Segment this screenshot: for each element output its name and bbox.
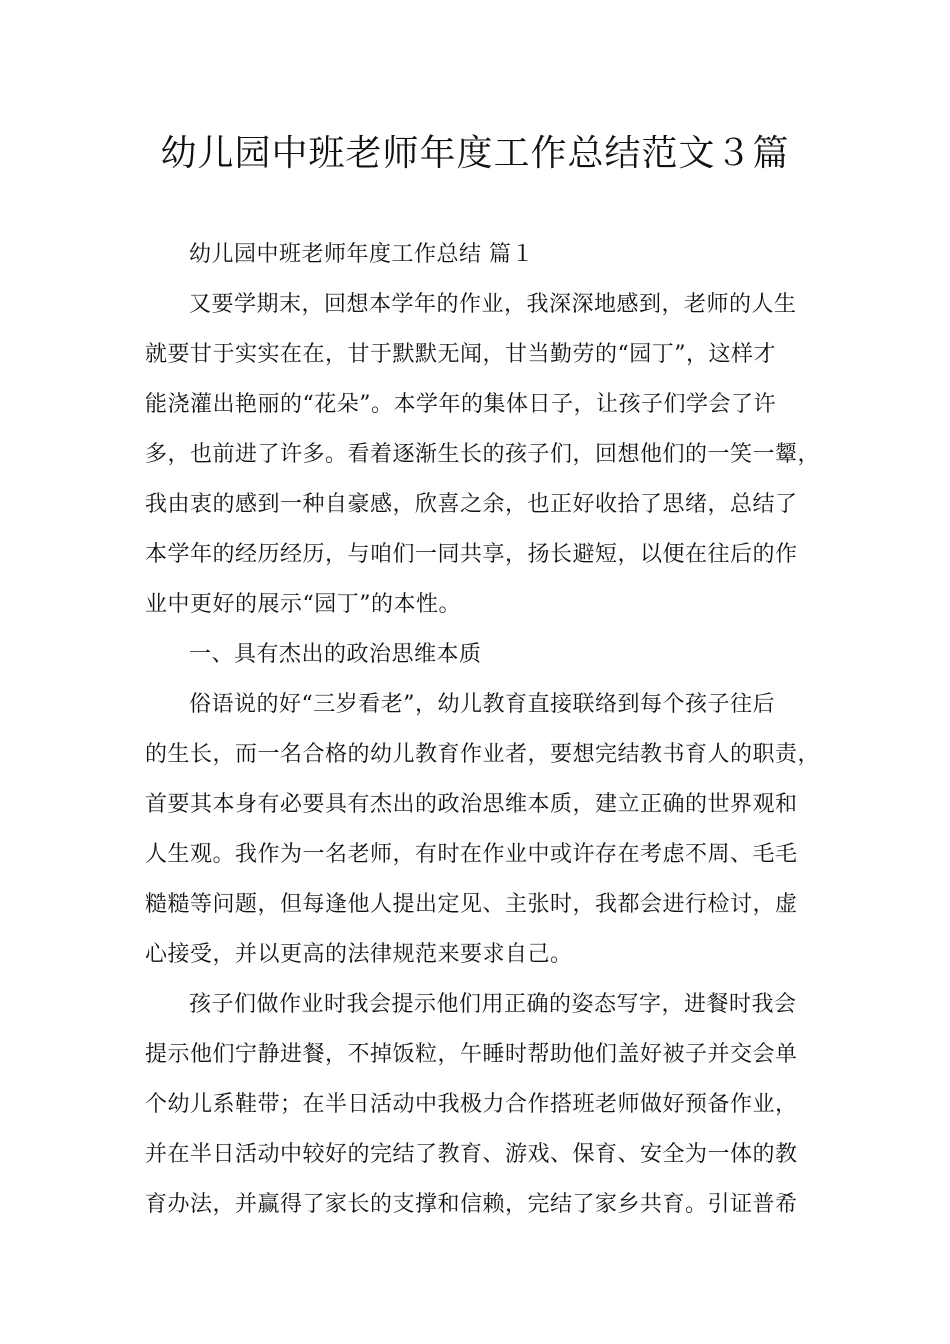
paragraph-line: 本学年的经历经历，与咱们一同共享，扬长避短，以便在往后的作 xyxy=(145,542,798,567)
page-title: 幼儿园中班老师年度工作总结范文３篇 xyxy=(160,133,790,174)
paragraph xyxy=(145,680,825,980)
paragraph-line: 多，也前进了许多。看着逐渐生长的孩子们，回想他们的一笑一颦， xyxy=(145,442,821,467)
paragraph-line: 孩子们做作业时我会提示他们用正确的姿态写字，进餐时我会 xyxy=(189,992,797,1017)
paragraph-line: 育办法，并赢得了家长的支撑和信赖，完结了家乡共育。引证普希 xyxy=(145,1192,798,1217)
paragraph-line: 并在半日活动中较好的完结了教育、游戏、保育、安全为一体的教 xyxy=(145,1142,798,1167)
paragraph-line: 糙糙等问题，但每逢他人提出定见、主张时，我都会进行检讨，虚 xyxy=(145,892,798,917)
paragraph xyxy=(145,280,825,630)
section-heading: 幼儿园中班老师年度工作总结 篇１ xyxy=(189,242,534,267)
paragraph-line: 的生长，而一名合格的幼儿教育作业者，要想完结教书育人的职责， xyxy=(145,742,821,767)
paragraph-line: 就要甘于实实在在，甘于默默无闻，甘当勤劳的“园丁”，这样才 xyxy=(145,342,776,367)
paragraph-line: 个幼儿系鞋带；在半日活动中我极力合作搭班老师做好预备作业， xyxy=(145,1092,798,1117)
paragraph-line: 业中更好的展示“园丁”的本性。 xyxy=(145,592,461,617)
paragraph-line: 能浇灌出艳丽的“花朵”。本学年的集体日子，让孩子们学会了许 xyxy=(145,392,776,417)
paragraph-line: 我由衷的感到一种自豪感，欣喜之余，也正好收拾了思绪，总结了 xyxy=(145,492,798,517)
paragraph xyxy=(145,980,825,1230)
paragraph-line: 提示他们宁静进餐，不掉饭粒，午睡时帮助他们盖好被子并交会单 xyxy=(145,1042,798,1067)
paragraph-line: 俗语说的好“三岁看老”，幼儿教育直接联络到每个孩子往后 xyxy=(189,692,775,717)
paragraph-line: 又要学期末，回想本学年的作业，我深深地感到，老师的人生 xyxy=(189,292,797,317)
document-body xyxy=(145,230,825,1230)
subheading xyxy=(145,630,825,680)
paragraph-line: 人生观。我作为一名老师，有时在作业中或许存在考虑不周、毛毛 xyxy=(145,842,798,867)
subheading-text: 一、具有杰出的政治思维本质 xyxy=(189,642,482,667)
paragraph-line: 心接受，并以更高的法律规范来要求自己。 xyxy=(145,942,573,967)
paragraph-line: 首要其本身有必要具有杰出的政治思维本质，建立正确的世界观和 xyxy=(145,792,798,817)
